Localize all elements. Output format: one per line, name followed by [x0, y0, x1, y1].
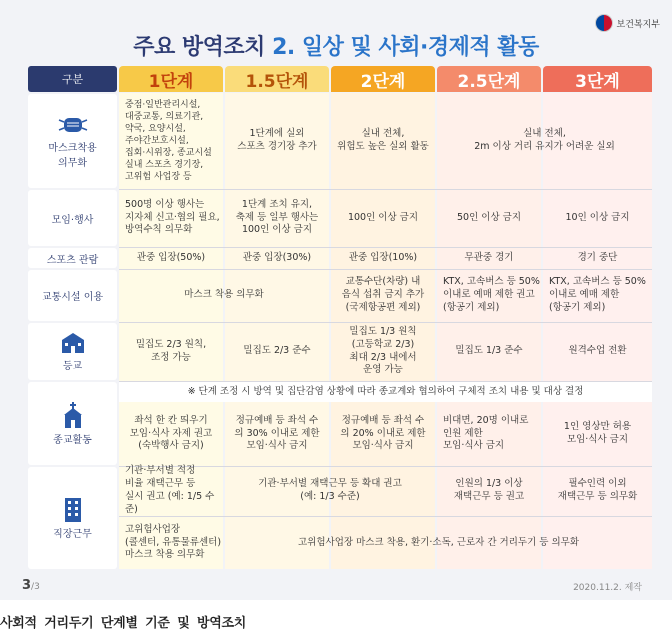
religion-stage-2: 정규예배 등 좌석 수 의 20% 이내로 제한 모임·식사 금지 [340, 414, 426, 452]
sports-stage-1: 관중 입장(50%) [136, 251, 206, 263]
row-label-mask: 마스크착용 의무화 [28, 94, 117, 188]
page-title: 주요 방역조치 2. 일상 및 사회·경제적 활동 [133, 35, 539, 60]
work-stage-1-highrisk: 고위험사업장 (콜센터, 유통물류센터) 마스크 착용 의무화 [125, 523, 222, 561]
mask-stage-1: 중점·일반관리시설, 대중교통, 의료기관, 약국, 요양시설, 주야간보호시설, 집회·시위장, 종교시설 실내 스포츠 경기장, 고위험 사업장 등 [125, 99, 212, 183]
gather-stage-2: 100인 이상 금지 [347, 211, 419, 223]
gather-stage-1-5: 1단계 조치 유지, 축제 등 일부 행사는 100인 이상 금지 [235, 198, 319, 236]
work-stage-1-5-2-remote: 기관·부서별 재택근무 등 확대 권고 (예: 1/3 수준) [258, 478, 402, 502]
religion-stage-1: 좌석 한 칸 띄우기 모임·식사 자제 권고 (숙박행사 금지) [129, 414, 213, 452]
ministry-name: 보건복지부 [616, 19, 660, 30]
row-label-transit: 교통시설 이용 [28, 270, 117, 321]
transit-stage-3: KTX, 고속버스 등 50% 이내로 예매 제한 (항공기 제외) [549, 276, 646, 313]
mask-stage-1-5: 1단계에 실외 스포츠 경기장 추가 [237, 128, 317, 152]
work-stage-3-remote: 필수인력 이외 재택근무 등 의무화 [557, 478, 638, 502]
transit-stage-2: 교통수단(차량) 내 음식 섭취 금지 추가 (국제항공편 제외) [341, 276, 425, 313]
header-stage-2: 2단계 [331, 66, 435, 92]
gather-stage-1: 500명 이상 행사는 지자체 신고·협의 필요, 방역수칙 의무화 [125, 198, 220, 236]
gather-stage-2-5: 50인 이상 금지 [456, 211, 521, 223]
production-date: 2020.11.2. 제작 [573, 583, 642, 593]
page-number: 3/3 [22, 578, 40, 593]
religion-stage-1-5: 정규예배 등 좌석 수 의 30% 이내로 제한 모임·식사 금지 [234, 414, 320, 452]
transit-stage-2-5: KTX, 고속버스 등 50% 이내로 예매 제한 권고 (항공기 제외) [443, 276, 540, 313]
row-label-work: 직장근무 [28, 467, 117, 569]
row-label-sports: 스포츠 관람 [28, 248, 117, 268]
office-building-icon [62, 496, 84, 522]
work-stage-1-5-on-highrisk: 고위험사업장 마스크 착용, 환기·소독, 근로자 간 거리두기 등 의무화 [298, 536, 579, 548]
header-stage-2-5: 2.5단계 [437, 66, 541, 92]
row-label-gather: 모임·행사 [28, 190, 117, 246]
school-stage-2: 밀집도 1/3 원칙 (고등학교 2/3) 최대 2/3 내에서 운영 가능 [349, 325, 417, 376]
church-icon [62, 402, 84, 428]
work-stage-1-remote: 기관·부서별 적정 비율 재택근무 등 실시 권고 (예: 1/5 수준) [125, 465, 215, 515]
transit-stage-1-1-5: 마스크 착용 의무화 [184, 289, 264, 301]
school-stage-3: 원격수업 전환 [568, 345, 627, 357]
header-stage-1-5: 1.5단계 [225, 66, 329, 92]
row-label-religion: 종교활동 [28, 382, 117, 465]
sports-stage-1-5: 관중 입장(30%) [242, 251, 312, 263]
school-stage-1-5: 밀집도 2/3 준수 [243, 345, 311, 357]
work-stage-2-5-remote: 인원의 1/3 이상 재택근무 등 권고 [453, 478, 525, 502]
sports-stage-2-5: 무관중 경기 [464, 251, 514, 263]
sports-stage-3: 경기 중단 [577, 251, 618, 263]
sports-stage-2: 관중 입장(10%) [348, 251, 418, 263]
religion-stage-3: 1인 영상만 허용 모임·식사 금지 [563, 421, 632, 445]
row-label-school: 등교 [28, 323, 117, 380]
header-gubun: 구분 [28, 66, 117, 92]
mask-stage-2: 실내 전체, 위험도 높은 실외 활동 [337, 128, 429, 152]
header-stage-3: 3단계 [543, 66, 652, 92]
school-stage-2-5: 밀집도 1/3 준수 [455, 345, 523, 357]
header-stage-1: 1단계 [119, 66, 223, 92]
school-stage-1: 밀집도 2/3 원칙, 조정 가능 [135, 338, 207, 363]
mask-icon [58, 114, 88, 136]
figure-caption: 사회적 거리두기 단계별 기준 및 방역조치 [0, 616, 247, 631]
gather-stage-3: 10인 이상 금지 [565, 211, 630, 223]
mask-stage-2-5-3: 실내 전체, 2m 이상 거리 유지가 어려운 실외 [474, 128, 615, 152]
religion-stage-2-5: 비대면, 20명 이내로 인원 제한 모임·식사 금지 [443, 414, 529, 452]
religion-note: ※ 단계 조정 시 방역 및 집단감염 상황에 따라 종교계와 협의하여 구체적 조치 내용 및 대상 결정 [119, 382, 652, 402]
school-icon [60, 332, 86, 354]
